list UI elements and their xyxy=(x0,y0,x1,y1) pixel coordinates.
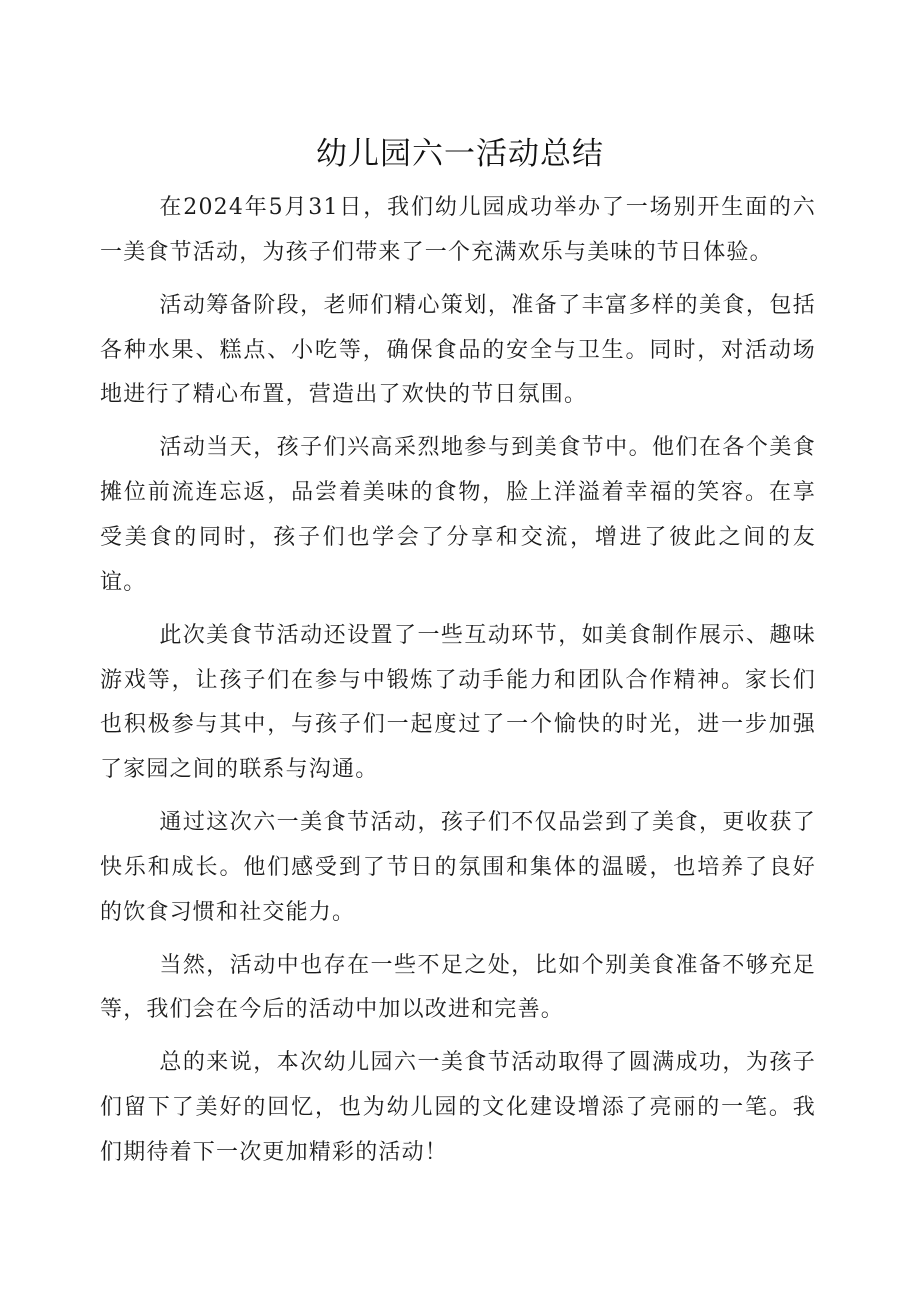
paragraph-interaction: 此次美食节活动还设置了一些互动环节，如美食制作展示、趣味游戏等，让孩子们在参与中锻炼了动手能力和团队合作精神。家长们也积极参与其中，与孩子们一起度过了一个愉快的时光，进一步加强了家园之间的联系与沟通。 xyxy=(100,622,816,783)
paragraph-outcomes: 通过这次六一美食节活动，孩子们不仅品尝到了美食，更收获了快乐和成长。他们感受到了节日的氛围和集体的温暖，也培养了良好的饮食习惯和社交能力。 xyxy=(100,810,816,925)
paragraph-conclusion: 总的来说，本次幼儿园六一美食节活动取得了圆满成功，为孩子们留下了美好的回忆，也为幼儿园的文化建设增添了亮丽的一笔。我们期待着下一次更加精彩的活动！ xyxy=(100,1050,816,1166)
document-body xyxy=(100,186,816,1184)
paragraph-event-day: 活动当天，孩子们兴高采烈地参与到美食节中。他们在各个美食摊位前流连忘返，品尝着美味的食物，脸上洋溢着幸福的笑容。在享受美食的同时，孩子们也学会了分享和交流，增进了彼此之间的友谊。 xyxy=(100,435,816,595)
paragraph-intro: 在2024年5月31日，我们幼儿园成功举办了一场别开生面的六一美食节活动，为孩子们带来了一个充满欢乐与美味的节日体验。 xyxy=(100,195,816,265)
paragraph-shortcomings: 当然，活动中也存在一些不足之处，比如个别美食准备不够充足等，我们会在今后的活动中加以改进和完善。 xyxy=(100,952,816,1023)
paragraph-preparation: 活动筹备阶段，老师们精心策划，准备了丰富多样的美食，包括各种水果、糕点、小吃等，确保食品的安全与卫生。同时，对活动场地进行了精心布置，营造出了欢快的节日氛围。 xyxy=(100,292,816,408)
document-title: 幼儿园六一活动总结 xyxy=(316,136,604,172)
